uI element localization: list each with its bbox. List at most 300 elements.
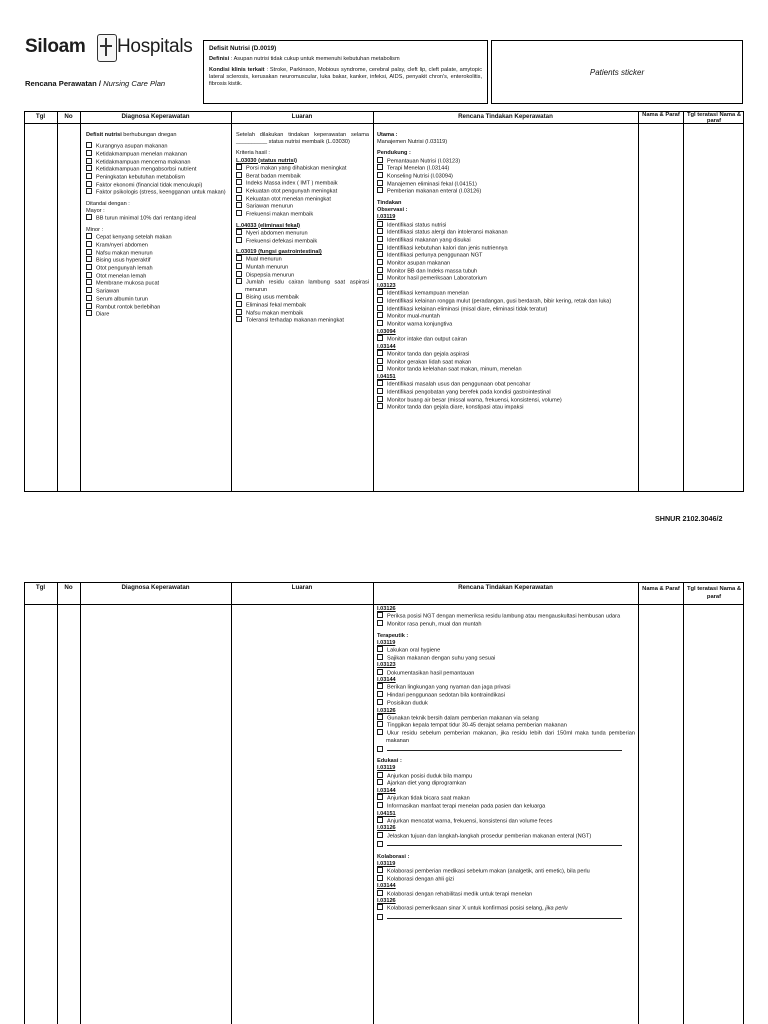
- checkbox-item-text: Nafsu makan menurun: [96, 250, 153, 257]
- checkbox-item: [377, 229, 635, 237]
- checkbox[interactable]: [377, 221, 383, 227]
- col-header-luaran: Luaran: [291, 113, 313, 120]
- checkbox-item: [377, 404, 635, 412]
- checkbox-item: [377, 613, 635, 621]
- diagnosis-title: Defisit Nutrisi (D.0019): [209, 45, 277, 52]
- col2-header-rencana: Rencana Tindakan Keperawatan: [458, 584, 553, 591]
- checkbox-item: [236, 256, 369, 264]
- checkbox-item: [377, 833, 635, 841]
- checkbox-item: [236, 294, 369, 302]
- checkbox-item-text: Kolaborasi dengan ahli gizi: [387, 876, 454, 883]
- col2-header-tgl-teratasi: Tgl teratasi Nama & paraf: [686, 586, 742, 600]
- checkbox-item-text: Kurangnya asupan makanan: [96, 143, 168, 150]
- checkbox-item: [377, 876, 635, 884]
- checkbox-item-text: Identifikasi status alergi dan intoleransi makanan: [387, 229, 508, 236]
- checkbox-item-text: Bising usus membaik: [246, 294, 299, 301]
- checkbox[interactable]: [377, 890, 383, 896]
- intervention-code: I.03144: [377, 787, 396, 794]
- checkbox[interactable]: [236, 210, 242, 216]
- intervention-code: I.03144: [377, 677, 396, 684]
- checkbox-item: [236, 180, 369, 188]
- checkbox-item-text: Dispepsia menurun: [246, 272, 295, 279]
- checkbox[interactable]: [377, 721, 383, 727]
- checkbox-item: [377, 321, 635, 329]
- checkbox[interactable]: [377, 802, 383, 808]
- checkbox[interactable]: [236, 278, 242, 284]
- checkbox-item: [86, 166, 228, 174]
- checkbox-item-text: Identifikasi kemampuan menelan: [387, 290, 469, 297]
- intervention-code: I.03126: [377, 898, 396, 905]
- diagnosa-title: [86, 132, 228, 139]
- checkbox-item-text: Identifikasi kebutuhan kalori dan jenis nutriennya: [387, 245, 508, 252]
- intervention-code: I.03119: [377, 765, 396, 772]
- checkbox[interactable]: [377, 779, 383, 785]
- checkbox-item-text: Hindari penggunaan sedotan bila kontraindikasi: [387, 692, 505, 699]
- checkbox-item-text: Monitor buang air besar (missal warna, frekuensi, konsistensi, volume): [387, 397, 562, 404]
- checkbox[interactable]: [377, 172, 383, 178]
- checkbox-item: [377, 905, 635, 913]
- logo-text-bold: Siloam: [25, 36, 86, 57]
- luaran-group-1-title: L.03030 (status nutrisi): [236, 157, 297, 164]
- checkbox[interactable]: [377, 335, 383, 341]
- checkbox-item-text: Identifikasi makanan yang disukai: [387, 237, 471, 244]
- checkbox-item-text: Lakukan oral hygiene: [387, 647, 441, 654]
- checkbox-item-text: Kram/nyeri abdomen: [96, 242, 148, 249]
- checkbox-item-text: Sariawan: [96, 288, 120, 295]
- checkbox-item-text: Manajemen eliminasi fekal (I.04151): [387, 181, 477, 188]
- intervention-code: I.03126: [377, 606, 396, 612]
- checkbox[interactable]: [377, 620, 383, 626]
- checkbox-item-text: Identifikasi kelainan eliminasi (misal diare, eliminasi tidak teratur): [387, 306, 548, 313]
- checkbox-item-text: Identifikasi masalah usus dan penggunaan obat pencahar: [387, 381, 531, 388]
- checkbox[interactable]: [377, 157, 383, 163]
- checkbox[interactable]: [236, 172, 242, 178]
- checkbox-item: [377, 818, 635, 826]
- diagnosis-info-box: [203, 40, 488, 104]
- edukasi-label: Edukasi :: [377, 758, 402, 765]
- checkbox-item: [86, 250, 228, 258]
- diagnosa-title-rest: berhubungan dnegan: [121, 132, 177, 138]
- luaran-cell: [236, 132, 369, 325]
- checkbox[interactable]: [86, 287, 92, 293]
- checkbox-item-text: Identifikasi pengobatan yang berefek pada kondisi gastrointestinal: [387, 389, 551, 396]
- checkbox-item: [86, 280, 228, 288]
- checkbox-item: [377, 237, 635, 245]
- checkbox-item: [377, 773, 635, 781]
- document-code: SHNUR 2102.3046/2: [655, 514, 723, 523]
- checkbox-item: [236, 196, 369, 204]
- checkbox-item: [236, 310, 369, 318]
- checkbox[interactable]: [377, 683, 383, 689]
- checkbox-item: [86, 311, 228, 319]
- edukasi-blank: [377, 840, 635, 849]
- mayor-list: [86, 215, 228, 223]
- intervention-code: I.04151: [377, 373, 396, 380]
- checkbox-item: [236, 173, 369, 181]
- checkbox[interactable]: [377, 312, 383, 318]
- checkbox[interactable]: [377, 180, 383, 186]
- checkbox-item-text: Kolaborasi pemeriksaan sinar X untuk konfirmasi posisi selang,: [387, 905, 544, 912]
- checkbox-item-text: Rambut rontok berlebihan: [96, 303, 161, 310]
- checkbox[interactable]: [377, 794, 383, 800]
- checkbox-item: [377, 655, 635, 663]
- minor-list: [86, 234, 228, 319]
- checkbox[interactable]: [86, 264, 92, 270]
- checkbox[interactable]: [377, 867, 383, 873]
- kolaborasi-italic-note: jika perlu: [543, 905, 568, 912]
- checkbox[interactable]: [377, 380, 383, 386]
- checkbox-item: [377, 158, 635, 166]
- checkbox-item-text: Porsi makan yang dihabiskan meningkat: [246, 165, 347, 172]
- checkbox[interactable]: [86, 158, 92, 164]
- checkbox-item-text: Sajikan makanan dengan suhu yang sesuai: [387, 655, 496, 662]
- col-header-no: No: [64, 113, 73, 120]
- checkbox[interactable]: [377, 388, 383, 394]
- terapeutik-blank: [377, 745, 635, 754]
- checkbox-item-text: Identifikasi kelainan rongga mulut (peradangan, gusi berdarah, bibir kering, retak dan luka): [387, 298, 612, 305]
- luaran-group-2-title: L.04033 (eliminasi fekal): [236, 222, 301, 229]
- checkbox-item: [86, 143, 228, 151]
- intervention-code: I.03144: [377, 883, 396, 890]
- checkbox-item-text: Ketidakmampuan mencerna makanan: [96, 159, 191, 166]
- checkbox[interactable]: [377, 612, 383, 618]
- checkbox[interactable]: [377, 289, 383, 295]
- mayor-label: Mayor :: [86, 208, 105, 215]
- col2-header-tgl: Tgl: [35, 584, 46, 591]
- checkbox[interactable]: [86, 303, 92, 309]
- observasi-groups: [377, 214, 635, 411]
- checkbox[interactable]: [377, 403, 383, 409]
- checkbox-item-text: Identifikasi perlunya penggunaan NGT: [387, 252, 483, 259]
- col2-header-no: No: [64, 584, 73, 591]
- checkbox[interactable]: [236, 164, 242, 170]
- checkbox-item-text: Monitor gerakan lidah saat makan: [387, 359, 472, 366]
- checkbox-item: [377, 621, 635, 629]
- checkbox-item-text: Anjurkan posisi duduk bila mampu: [387, 773, 473, 780]
- checkbox-item-text: Faktor ekonomi (financial tidak mencukupi): [96, 182, 203, 189]
- checkbox-item-text: Mual menurun: [246, 256, 282, 263]
- checkbox[interactable]: [236, 195, 242, 201]
- checkbox[interactable]: [377, 236, 383, 242]
- checkbox-item: [377, 780, 635, 788]
- checkbox[interactable]: [377, 699, 383, 705]
- checkbox-item: [377, 188, 635, 196]
- subtitle-main: Rencana Perawatan /: [25, 79, 101, 88]
- checkbox-item-text: Indeks Massa index ( IMT ) membaik: [246, 180, 338, 187]
- checkbox-item: [377, 868, 635, 876]
- luaran-group-1: [236, 165, 369, 219]
- checkbox-item: [86, 265, 228, 273]
- checkbox[interactable]: [236, 316, 242, 322]
- checkbox-item: [236, 188, 369, 196]
- checkbox-item-text: Pemantauan Nutrisi (I.03123): [387, 158, 461, 165]
- checkbox[interactable]: [236, 271, 242, 277]
- checkbox[interactable]: [377, 646, 383, 652]
- checkbox-item: [377, 313, 635, 321]
- luaran-group-2: [236, 230, 369, 245]
- col2-header-luaran: Luaran: [291, 584, 313, 591]
- checkbox-item-text: Monitor BB dan Indeks massa tubuh: [387, 268, 478, 275]
- checkbox[interactable]: [86, 142, 92, 148]
- col-header-diagnosa: Diagnosa Keperawatan: [121, 113, 190, 120]
- checkbox-item-text: Sariawan menurun: [246, 203, 293, 210]
- luaran-group-3: [236, 256, 369, 325]
- checkbox[interactable]: [86, 181, 92, 187]
- checkbox[interactable]: [236, 255, 242, 261]
- checkbox[interactable]: [377, 669, 383, 675]
- checkbox-item-text: Monitor tanda kelelahan saat makan, minum, menelan: [387, 366, 522, 373]
- checkbox[interactable]: [377, 244, 383, 250]
- checkbox-item: [377, 715, 635, 723]
- checkbox-item-text: Monitor warna konjungtiva: [387, 321, 453, 328]
- checkbox[interactable]: [236, 202, 242, 208]
- checkbox-item: [377, 181, 635, 189]
- checkbox[interactable]: [236, 309, 242, 315]
- terapeutik-groups: [377, 640, 635, 745]
- checkbox[interactable]: [236, 263, 242, 269]
- intervention-code: I.03126: [377, 707, 396, 714]
- checkbox[interactable]: [86, 249, 92, 255]
- checkbox-item-text: Ukur residu sebelum pemberian makanan, jika residu lebih dari 150ml maka tunda pemberian makanan: [386, 730, 635, 744]
- checkbox[interactable]: [377, 350, 383, 356]
- col-header-nama-paraf: Nama & Paraf: [642, 112, 680, 118]
- col-header-rencana: Rencana Tindakan Keperawatan: [458, 113, 553, 120]
- checkbox-item-text: Nyeri abdomen menurun: [246, 230, 308, 237]
- checkbox-item: [86, 304, 228, 312]
- checkbox-item-text: Kekuatan otot menelan meningkat: [246, 196, 331, 203]
- checkbox-item-text: Monitor tanda dan gejala aspirasi: [387, 351, 470, 358]
- checkbox-item: [236, 302, 369, 310]
- kolaborasi-label: Kolaborasi :: [377, 853, 410, 860]
- checkbox[interactable]: [86, 188, 92, 194]
- checkbox[interactable]: [377, 358, 383, 364]
- checkbox-item: [377, 803, 635, 811]
- checkbox-item: [86, 288, 228, 296]
- checkbox-item: [377, 260, 635, 268]
- checkbox[interactable]: [236, 229, 242, 235]
- checkbox-item: [377, 647, 635, 655]
- checkbox-item: [377, 795, 635, 803]
- checkbox[interactable]: [236, 179, 242, 185]
- utama-text: Manajemen Nutrisi (I.03119): [377, 139, 448, 146]
- checkbox-item-text: Otot pengunyah lemah: [96, 265, 153, 272]
- checkbox[interactable]: [377, 365, 383, 371]
- checkbox-item: [377, 670, 635, 678]
- checkbox[interactable]: [86, 165, 92, 171]
- definition-text: : Asupan nutrisi tidak cukup untuk memenuhi kebutuhan metabolism: [230, 56, 400, 62]
- conditions-text: : Stroke, Parkinson, Mobious syndrome, cerebral palsy, cleft lip, cleft palate, amytopic lateral sclerosis, kerusakan neuromuscular, luka bakar, kanker, infeksi, AIDS, penyakit chron's, enterokolitis, fibrosis kistik.: [209, 67, 482, 87]
- checkbox-item: [377, 275, 635, 283]
- checkbox-item-text: Serum albumin turun: [96, 296, 148, 303]
- page-subtitle: [25, 79, 165, 88]
- checkbox[interactable]: [86, 150, 92, 156]
- checkbox[interactable]: [377, 267, 383, 273]
- checkbox-item: [86, 296, 228, 304]
- kolaborasi-groups: [377, 861, 635, 913]
- checkbox-item: [377, 359, 635, 367]
- checkbox-item-text: Dokumentasikan hasil pemantauan: [387, 670, 475, 677]
- checkbox[interactable]: [86, 310, 92, 316]
- checkbox-item-text: Berat badan membaik: [246, 172, 301, 179]
- checkbox[interactable]: [86, 173, 92, 179]
- pendukung-list: [377, 158, 635, 196]
- checkbox[interactable]: [377, 187, 383, 193]
- checkbox-item: [377, 306, 635, 314]
- checkbox-item: [377, 252, 635, 260]
- checkbox[interactable]: [236, 187, 242, 193]
- kriteria-label: Kriteria hasil :: [236, 150, 270, 157]
- checkbox-item: [236, 317, 369, 325]
- checkbox[interactable]: [377, 259, 383, 265]
- checkbox[interactable]: [377, 228, 383, 234]
- checkbox-item-text: Nafsu makan membaik: [246, 310, 304, 317]
- checkbox-item-text: Jumlah residu cairan lambung saat aspirasi menurun: [245, 279, 369, 294]
- conditions-label: Kondisi klinis terkait: [209, 67, 265, 73]
- checkbox-item-text: Frekuensi defekasi membaik: [246, 238, 318, 244]
- checkbox[interactable]: [377, 772, 383, 778]
- diagnosa-cell: [86, 132, 228, 319]
- checkbox-item: [377, 684, 635, 692]
- checkbox-item-text: Monitor asupan makanan: [387, 260, 451, 267]
- checkbox-item-text: Peningkatan kebutuhan metabolism: [96, 174, 185, 181]
- checkbox-item-text: Monitor rasa penuh, mual dan muntah: [387, 621, 482, 628]
- checkbox[interactable]: [377, 714, 383, 720]
- intervention-code: I.03126: [377, 825, 396, 832]
- checkbox[interactable]: [236, 301, 242, 307]
- checkbox[interactable]: [236, 237, 242, 243]
- medical-cross-icon: [97, 34, 117, 62]
- checkbox[interactable]: [86, 295, 92, 301]
- edukasi-groups: [377, 765, 635, 840]
- checkbox-item: [86, 182, 228, 190]
- checkbox-item: [236, 238, 369, 246]
- checkbox-item-text: Cepat kenyang setelah makan: [96, 234, 172, 241]
- checkbox[interactable]: [86, 256, 92, 262]
- intervention-code: I.04151: [377, 810, 396, 817]
- checkbox[interactable]: [86, 214, 92, 220]
- rencana2-cell: [377, 606, 635, 922]
- checkbox-item: [236, 165, 369, 173]
- causes-list: [86, 143, 228, 197]
- checkbox[interactable]: [86, 279, 92, 285]
- checkbox-item-text: Membrane mukosa pucat: [96, 280, 160, 287]
- utama-label: Utama :: [377, 132, 398, 138]
- checkbox-item: [86, 257, 228, 265]
- checkbox[interactable]: [377, 305, 383, 311]
- checkbox-item-text: Anjurkan tidak bicara saat makan: [387, 795, 470, 802]
- checkbox-item: [377, 298, 635, 306]
- tindakan-label: Tindakan: [377, 200, 402, 207]
- minor-label: Minor :: [86, 227, 104, 234]
- checkbox-item-text: Berikan lingkungan yang nyaman dan jaga privasi: [387, 684, 511, 691]
- col2-header-diagnosa: Diagnosa Keperawatan: [121, 584, 190, 591]
- subtitle-italic: Nursing Care Plan: [103, 79, 166, 88]
- checkbox[interactable]: [236, 293, 242, 299]
- checkbox-item-text: Ajarkan diet yang diprogramkan: [387, 780, 466, 787]
- checkbox[interactable]: [377, 396, 383, 402]
- checkbox-item-text: Kekuatan otot pengunyah meningkat: [246, 188, 338, 195]
- checkbox-item: [377, 722, 635, 730]
- checkbox[interactable]: [377, 274, 383, 280]
- checkbox[interactable]: [377, 320, 383, 326]
- checkbox-item: [236, 230, 369, 238]
- checkbox-item: [86, 273, 228, 281]
- checkbox-item: [236, 203, 369, 211]
- checkbox-item-text: Posisikan duduk: [387, 700, 428, 707]
- definition-label: Definisi: [209, 56, 230, 62]
- checkbox-item: [377, 245, 635, 253]
- checkbox-item-text: Kolaborasi pemberian medikasi sebelum makan (analgetik, anti emetic), bila perlu: [387, 868, 590, 875]
- checkbox[interactable]: [86, 233, 92, 239]
- checkbox[interactable]: [377, 904, 383, 910]
- conditions-row: [209, 67, 482, 88]
- checkbox[interactable]: [377, 251, 383, 257]
- col2-header-nama-paraf: Nama & Paraf: [642, 586, 680, 592]
- checkbox-item-text: Monitor mual-muntah: [387, 313, 440, 320]
- checkbox-item-text: Monitor tanda dan gejala diare, konstipasi atau impaksi: [387, 404, 524, 411]
- checkbox[interactable]: [377, 297, 383, 303]
- checkbox-item: [86, 189, 228, 197]
- checkbox[interactable]: [377, 817, 383, 823]
- checkbox-item: [377, 222, 635, 230]
- checkbox-item: [377, 366, 635, 374]
- checkbox-item: [236, 279, 369, 294]
- observasi-label: Observasi :: [377, 207, 408, 214]
- checkbox-item-text: Monitor intake dan output cairan: [387, 336, 467, 343]
- checkbox-item: [377, 165, 635, 173]
- ditandai-label: Ditandai dengan :: [86, 201, 130, 208]
- rencana2-ngt-group: [377, 606, 635, 629]
- intervention-code: I.03119: [377, 639, 396, 646]
- intervention-code: I.03119: [377, 214, 396, 221]
- checkbox-item-text: Identifikasi status nutrisi: [387, 222, 447, 229]
- checkbox[interactable]: [86, 272, 92, 278]
- checkbox-item-text: Anjurkan mencatat warna, frekuensi, konsistensi dan volume feces: [387, 818, 553, 825]
- checkbox[interactable]: [377, 691, 383, 697]
- checkbox-item: [86, 242, 228, 250]
- checkbox[interactable]: [377, 832, 383, 838]
- intervention-code: I.03144: [377, 343, 396, 350]
- checkbox-item-text: Toleransi terhadap makanan meningkat: [246, 317, 344, 324]
- checkbox-item: [86, 215, 228, 223]
- checkbox-item-text: BB turun minimal 10% dari rentang ideal: [96, 215, 197, 222]
- checkbox-item: [377, 891, 635, 899]
- checkbox-item-text: Frekuensi makan membaik: [246, 211, 314, 218]
- checkbox-item: [377, 290, 635, 298]
- checkbox[interactable]: [377, 875, 383, 881]
- checkbox-item: [236, 264, 369, 272]
- checkbox-item-text: Bising usus hyperaktif: [96, 257, 151, 264]
- patient-sticker-box: [491, 40, 743, 104]
- checkbox-item-text: Diare: [96, 311, 110, 318]
- checkbox[interactable]: [377, 654, 383, 660]
- intervention-code: I.03123: [377, 662, 396, 669]
- kolaborasi-blank: [377, 913, 635, 922]
- checkbox[interactable]: [377, 729, 383, 735]
- checkbox-item: [377, 351, 635, 359]
- checkbox[interactable]: [86, 241, 92, 247]
- luaran-group-3-title: L.03019 (fungsi gastrointestinal): [236, 249, 322, 256]
- checkbox-item: [377, 389, 635, 397]
- checkbox-item: [377, 730, 635, 745]
- checkbox[interactable]: [377, 164, 383, 170]
- checkbox-item: [377, 381, 635, 389]
- checkbox-item-text: Faktor psikologis (stress, keengganan untuk makan): [96, 189, 226, 196]
- col-header-tgl: Tgl: [35, 113, 46, 120]
- checkbox-item: [377, 692, 635, 700]
- checkbox-item-text: Muntah menurun: [246, 264, 289, 271]
- intervention-code: I.03119: [377, 860, 396, 867]
